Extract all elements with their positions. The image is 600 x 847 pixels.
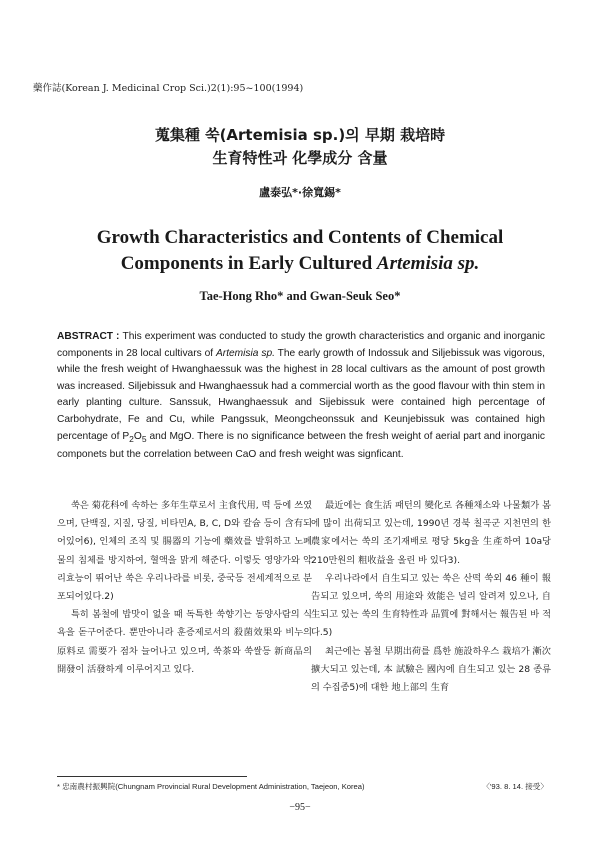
abstract <box>57 329 545 464</box>
english-title-line-2-text: Components in Early Cultured <box>120 253 377 274</box>
abstract-text-1: This experiment was conducted to study the growth characteristics and organic and inorganic components in 28 local cultivars of <box>57 331 545 359</box>
body-paragraph: 최근에는 봄철 早期出荷를 爲한 施設하우스 栽培가 漸次擴大되고 있는데, 本 試驗은 國內에 自生되고 있는 28 종류의 수집종5)에 대한 地上部의 生育 <box>311 645 551 694</box>
english-title-species: Artemisia sp. <box>376 253 480 274</box>
body-paragraph: 우리나라에서 自生되고 있는 쑥은 산떡 쑥외 46 種이 報告되고 있으며, 쑥의 用途와 效能은 널리 알려져 있으나, 自生되고 있는 쑥의 生育特性과 品質에 對해서는 報告된 바 적다.5) <box>311 572 551 639</box>
korean-authors: 盧泰弘*·徐寬錫* <box>259 186 341 199</box>
abstract-label: ABSTRACT : <box>57 331 123 342</box>
abstract-text-4: and MgO. There is no significance between the fresh weight of aerial part and inorganic componets but the correlation between CaO and fresh weight was signficant. <box>57 430 545 461</box>
abstract-species: Artemisia sp. <box>216 347 275 359</box>
korean-title-line-1: 蒐集種 쑥(Artemisia sp.)의 早期 栽培時 <box>154 126 446 144</box>
page-number: −95− <box>289 802 311 813</box>
footnote-divider <box>57 776 247 777</box>
received-date: 〈'93. 8. 14. 接受〉 <box>482 782 548 791</box>
english-title-line-2 <box>0 251 600 277</box>
body-paragraph: 특히 봄철에 밥맛이 없을 때 독특한 쑥향기는 동양사람의 식욕을 돋구어준다. 뿐만아니라 훈증제로서의 殺菌效果와 비누의 原料로 需要가 점차 늘어나고 있으며, 쑥茶와 쑥쌀등 新商品의 開發이 活發하게 이루어지고 있다. <box>57 609 312 675</box>
abstract-sub-5: 5 <box>141 433 147 444</box>
body-column-left <box>57 497 312 679</box>
affiliation-footnote: * 忠南農村振興院(Chungnam Provincial Rural Development Administration, Taejeon, Korea) <box>57 782 365 791</box>
abstract-text-3: O <box>133 430 142 442</box>
body-column-right <box>311 497 551 697</box>
body-paragraph: 最近에는 食生活 패턴의 變化로 各種채소와 나물類가 봄에 많이 出荷되고 있는데, 1990년 경북 칠곡군 지천면의 한 農家에서는 쑥의 조기재배로 평당 5kg을 生產하여 10a당 210만원의 粗收益을 올린 바 있다3). <box>311 500 551 566</box>
abstract-text-2: The early growth of Indossuk and Siljebissuk was vigorous, while the fresh weight of Hwanghaessuk was the highest in 28 local cultivars as the amount of post growth was increased. Siljebissuk and Hwanghaessuk had a commercial worth as the good flavour with thin stem in early planting culture. Sanssuk, Hwanghaessuk and Sijebissuk were contained high percentage of Carbohydrate, Fe and Cu, while Pangssuk, Meongcheonssuk and Keunjebissuk was contained high percentage of P <box>57 347 545 442</box>
body-paragraph: 쑥은 菊花科에 속하는 多年生草로서 主食代用, 떡 등에 쓰였으며, 단백질, 지질, 당질, 비타민A, B, C, D와 칼슘 등이 含有되어있어6), 인체의 조직 및 腸器의 기능에 藥效를 발휘하고 노폐물의 침체를 방지하여, 혈액을 맑게 해준다. 이렇듯 영양가와 약리효능이 뛰어난 쑥은 우리나라를 비롯, 중국등 전세계적으로 분포되어있다.2) <box>57 500 312 603</box>
korean-title-line-2: 生育特性과 化學成分 含量 <box>212 149 388 167</box>
english-title-line-1: Growth Characteristics and Contents of Chemical <box>96 227 504 248</box>
abstract-sub-2: 2 <box>129 433 134 444</box>
english-authors: Tae-Hong Rho* and Gwan-Seuk Seo* <box>199 289 401 303</box>
journal-reference: 藥作誌(Korean J. Medicinal Crop Sci.)2(1):95~100(1994) <box>33 83 304 94</box>
